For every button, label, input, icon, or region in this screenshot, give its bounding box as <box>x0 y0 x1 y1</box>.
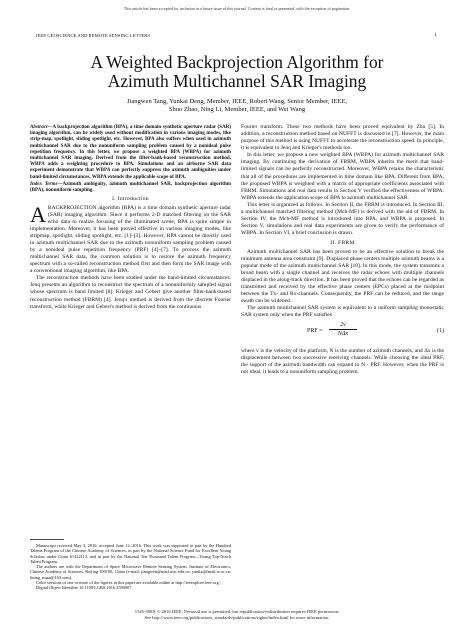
abstract-label: Abstract <box>30 124 48 130</box>
right-paragraph-3: This letter is organized as follows. In Section II, the FBRM is introduced. In Section III, a multichannel matched filtering method (Mch-MF) is derived with the aid of FBRM. In Section IV, the Mch-MF method is introduced into BPA, and WBPA is proposed. In Section V, simulations and real data experiments are given to verify the performance of WBPA. In Section VI, a brief conclusion is drawn. <box>241 201 444 237</box>
authors-line-1: Jiangwen Tang, Yunkai Deng, Member, IEEE, Robert Wang, Senior Member, IEEE, <box>126 98 347 105</box>
footnote-doi: Digital Object Identifier 10.1109/LGRS.2016.2580907 <box>36 585 132 590</box>
footer-line-1: 1545-598X © 2016 IEEE. Personal use is permitted, but republication/redistribution requires IEEE permission. <box>134 609 340 614</box>
footnote-affiliation: The authors are with the Department of Space Microwave Remote Sensing System, Institute of Electronics, Chinese Academy of Sciences, Beijing 100190, China (e-mail: jiangwen@mail.ustc.edu.cn; yunkai@mail.ie.ac.cn; lining_nuaa@163.com). <box>30 564 231 580</box>
fbrm-paragraph-2: The azimuth multichannel SAR system is equivalent to a uniform sampling monostatic SAR system only when the PRF satisfies <box>241 305 444 319</box>
copyright-footer <box>0 609 474 621</box>
intro-paragraph-1 <box>30 201 231 276</box>
acceptance-banner: This article has been accepted for inclusion in a future issue of this journal. Content is final as presented, with the exception of pagination. <box>123 6 351 11</box>
equation-lhs: PRF = <box>307 327 323 334</box>
section-heading-fbrm: II. FBRM <box>330 240 355 247</box>
fbrm-paragraph-1: Azimuth multichannel SAR has been proved to be an effective solution to break the minimum antenna area constraint [9]. Displaced phase centers multiple azimuth beams is a popular mode of the azimuth multichannel SAR [10]. In this mode, the system transmits a broad beam with a single channel and receives the radar echoes with multiple channels displaced in the along-track direction. It has been proved that the echoes can be regarded as transmitted and received by the effective phase centers (EPCs) placed at the midpoint between the Tx- and Rx-channels. Consequently, the PRF can be reduced, and the range swath can be widened. <box>241 248 444 305</box>
left-column <box>30 124 231 311</box>
footer-line-2: See http://www.ieee.org/publications_standards/publications/rights/index.html for more information. <box>144 614 330 620</box>
title-line-1: A Weighted Backprojection Algorithm for <box>90 52 384 72</box>
page-number: 1 <box>434 33 437 38</box>
index-terms-label: Index Terms <box>30 180 58 187</box>
equation-number: (1) <box>437 327 444 334</box>
intro-paragraph-2: The reconstruction methods have been studied under the band-limited circumstances. Jenq presents an algorithm to reconstruct the spectrum of a nonuniformly sampled signal whose spectrum is band limited [8]. Krieger and Gebert give another filter-bank-based reconstruction method (FBRM) [4]. Jenq's method is derived from the discrete Fourier transform, while Krieger and Gebert's method is derived from the continuous <box>30 275 231 310</box>
footnotes <box>30 543 231 590</box>
abstract-text: —A backprojection algorithm (BPA), a time domain synthetic aperture radar (SAR) imaging algorithm, can be widely used without modification in various imaging modes, like strip-map, spotlight, sliding spotlight, etc. However, BPA also suffers when used in azimuth multichannel SAR due to the nonuniform sampling problem caused by a nonideal pulse repetition frequency. In this letter, we propose a weighted BPA (WBPA) for azimuth multichannel SAR imaging. Derived from the filter-bank-based reconstruction method, WBPA adds a weighting procedure to BPA. Simulations and an airborne SAR data experiment demonstrate that WBPA can perfectly suppress the azimuth ambiguities under band-limited circumstances. WBPA extends the applicable scope of BPA. <box>30 124 231 180</box>
footnote-manuscript: Manuscript received May 3, 2016; accepted June 12, 2016. This work was supported in part by the Hundred Talents Program of the Chinese Academy of Sciences, in part by the National Science Fund for Excellent Young Scholars under Grant 61422113, and in part by the National Ten Thousand Talent Program—Young Top-Notch Talent Program. <box>30 543 231 564</box>
right-paragraph-2: In this letter, we propose a new weighted BPA (WBPA) for azimuth multichannel SAR imaging. By continuing the derivation of FBRM, WBPA inherits the merit that band-limited signals can be perfectly reconstructed. Moreover, WBPA retains the characteristic that all of the procedures are implemented in time domain like BPA. Different from BPA, the proposed WBPA is weighted with a matrix of appropriate coefficients associated with FBRM. Simulations and real data results in Section V verified the effectiveness of WBPA. WBPA extends the application scope of BPA to azimuth multichannel SAR. <box>241 152 444 201</box>
footnote-color-versions: Color versions of one or more of the figures in this paper are available online at http://ieeexplore.ieee.org. <box>36 579 220 585</box>
author-list <box>40 98 434 114</box>
paper-title <box>30 53 444 91</box>
intro-paragraph-1-text: BACKPROJECTION algorithm (BPA) is a time domain synthetic aperture radar (SAR) imaging algorithm. Since it performs 2-D matched filtering on the SAR echo data to realize focusing of the illuminated scene, BPA is quite simple in implementation. Moreover, it has been proved effective in various imaging modes, like stripmap, spotlight, sliding spotlight, etc. [1]–[3]. However, BPA cannot be directly used in azimuth multichannel SAR due to the azimuth nonuniform sampling problem caused by a nonideal pulse repetition frequency (PRF) [4]–[7]. To process the azimuth multichannel SAR data, the common solution is to restore the azimuth frequency spectrum with a so-called reconstruction method first and then form the SAR image with a conventional imaging algorithm, like BPA. <box>30 204 231 275</box>
right-paragraph-1: Fourier transform. These two methods have been proved equivalent by Zhu [5]. In addition, a reconstruction method based on NUFFT is discussed in [7]. However, the main purpose of this method is using NUFFT to accelerate the reconstruction speed. In principle, it is equivalent to Jenq and Krieger's methods too. <box>241 124 444 152</box>
footnote-rule <box>30 539 64 540</box>
section-heading-introduction: I. Introduction <box>112 196 149 203</box>
right-column <box>241 124 444 376</box>
drop-cap: A <box>30 201 46 227</box>
fbrm-paragraph-3: where v is the velocity of the platform, N is the number of azimuth channels, and Δx is the displacement between two successive receiving channels. While choosing the ideal PRF, the support of the azimuth bandwidth can expand to N · PRF. However, when the PRF is not ideal, it leads to a nonuniform sampling problem. <box>241 347 444 375</box>
index-terms-text: —Azimuth ambiguity, azimuth multichannel SAR, backprojection algorithm (BPA), nonuniform sampling. <box>30 180 231 193</box>
abstract <box>30 124 231 193</box>
title-line-2: Azimuth Multichannel SAR Imaging <box>107 71 367 91</box>
authors-line-2: Shuo Zhao, Ning Li, Member, IEEE, and Wei Wang <box>168 106 306 114</box>
equation-numerator: 2v <box>329 322 357 330</box>
equation-fraction <box>329 322 357 337</box>
equation-1 <box>241 321 444 347</box>
equation-denominator: NΔx <box>337 330 349 337</box>
journal-name: IEEE GEOSCIENCE AND REMOTE SENSING LETTERS <box>36 33 151 38</box>
